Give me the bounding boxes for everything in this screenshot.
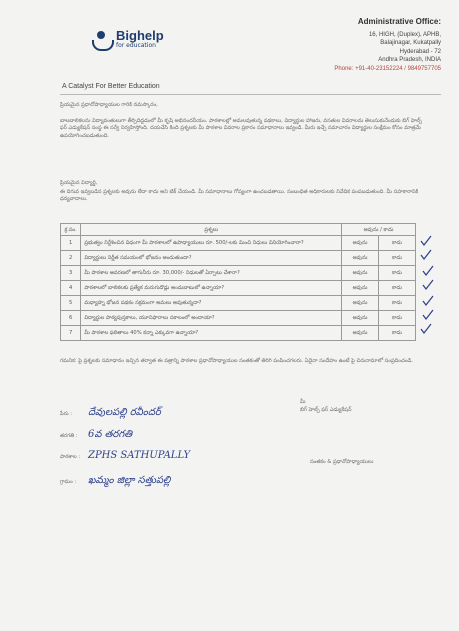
headmaster-signature-block [310, 458, 373, 466]
intro-paragraph: బాలబాలికలను విద్యావంతులుగా తీర్చిదిద్దడంలో మీ కృషి అభినందనీయం. పాఠశాలల్లో అమలవుతున్న పథకాలు, విద్యార్థుల హాజరు, వసతుల వివరాలను తెలుసుకునేందుకు బిగ్ హెల్ప్ ఫర్ ఎడ్యుకేషన్ సంస్థ ఈ సర్వే నిర్వహిస్తోంది. దయచేసి కింది ప్రశ్నలకు మీ పాఠశాల వివరాల ప్రకారం సమాధానాలు ఇవ్వండి. మీరు ఇచ్చే సమాచారం విద్యార్థుల సంక్షేమం కోసం మాత్రమే ఉపయోగించబడుతుంది. [60, 118, 422, 139]
right-label: మీ [300, 399, 306, 405]
row-number: 2 [61, 251, 81, 266]
table-row [61, 311, 416, 326]
handwritten-check-icon [422, 306, 434, 318]
header-divider [60, 94, 441, 95]
reader-logo-icon [90, 30, 112, 52]
survey-table [60, 223, 416, 341]
handwritten-check-icon [420, 320, 432, 332]
school-label: పాఠశాల : [60, 454, 81, 460]
no-option[interactable]: కాదు [379, 281, 416, 296]
row-number: 1 [61, 236, 81, 251]
col-no-header: క్ర.సం. [61, 224, 81, 236]
handwritten-check-icon [420, 232, 432, 244]
handwritten-check-icon [420, 246, 432, 258]
no-option[interactable]: కాదు [379, 296, 416, 311]
row-question: విద్యార్థులు నిర్ణీత సమయంలో భోజనం అందుతుందా? [81, 251, 342, 266]
no-option[interactable]: కాదు [379, 266, 416, 281]
yes-option[interactable]: అవును [342, 326, 379, 341]
office-line: Hyderabad - 72 [399, 48, 441, 55]
village-label: గ్రామం : [60, 479, 77, 485]
org-name: బిగ్ హెల్ప్ ఫర్ ఎడ్యుకేషన్ [300, 407, 352, 413]
village-row [60, 474, 170, 488]
name-handwritten: దేవులపల్లి రవీందర్ [88, 407, 161, 418]
tagline: A Catalyst For Better Education [62, 83, 160, 90]
row-question: విద్యార్థుల పాఠ్యపుస్తకాలు, యూనిఫారాలు సకాలంలో అందాయా? [81, 311, 342, 326]
table-row [61, 251, 416, 266]
row-number: 5 [61, 296, 81, 311]
instructions-paragraph: ఈ దిగువ ఇవ్వబడిన ప్రశ్నలకు అవును లేదా కాదు అని టిక్ చేయండి. మీ సమాధానాలు గోప్యంగా ఉంచబడతాయి. సంబంధిత అధికారులకు నివేదిక పంపబడుతుంది. మీ సహకారానికి ధన్యవాదాలు. [60, 189, 419, 203]
class-label: తరగతి : [60, 433, 78, 439]
no-option[interactable]: కాదు [379, 311, 416, 326]
table-row [61, 236, 416, 251]
col-answer-header: అవును / కాదు [342, 224, 416, 236]
bighelp-logo [90, 30, 164, 52]
school-handwritten: ZPHS SATHUPALLY [88, 450, 191, 461]
row-question: మధ్యాహ్న భోజన పథకం సక్రమంగా అమలు అవుతున్నదా? [81, 296, 342, 311]
handwritten-check-icon [422, 292, 434, 304]
handwritten-check-icon [422, 262, 434, 274]
notes-paragraph: గమనిక: పై ప్రశ్నలకు సమాధానం ఇచ్చిన తర్వాత ఈ పత్రాన్ని పాఠశాల ప్రధానోపాధ్యాయుల సంతకంతో తిరిగి పంపించగలరు. ఏదైనా సందేహం ఉంటే పై చిరునామాలో సంప్రదించండి. [60, 358, 413, 364]
yes-option[interactable]: అవును [342, 296, 379, 311]
class-row [60, 428, 132, 442]
office-phone: Phone: +91-40-23152224 / 9849757705 [334, 65, 441, 72]
row-question: పాఠశాలలో బాలికలకు ప్రత్యేక మరుగుదొడ్లు అందుబాటులో ఉన్నాయా? [81, 281, 342, 296]
student-salutation: ప్రియమైన విద్యార్థి, [60, 180, 98, 186]
brand-sub: for education [116, 42, 156, 49]
row-question: మీ పాఠశాల ఫలితాలు 40% కన్నా ఎక్కువగా ఉన్నాయా? [81, 326, 342, 341]
table-row [61, 296, 416, 311]
no-option[interactable]: కాదు [379, 236, 416, 251]
yes-option[interactable]: అవును [342, 251, 379, 266]
row-question: ప్రభుత్వం నిర్దేశించిన విధంగా మీ పాఠశాలలో ఉపాధ్యాయులు రూ. 500/-లకు మించి నిధులు వినియోగించారా? [81, 236, 342, 251]
row-number: 6 [61, 311, 81, 326]
office-line: 16, HIGH, (Duplex), APHB, [368, 31, 441, 38]
name-row [60, 406, 161, 420]
yes-option[interactable]: అవును [342, 311, 379, 326]
school-row [60, 450, 190, 461]
salutation: ప్రియమైన ప్రధానోపాధ్యాయుల గారికి నమస్కారం, [60, 102, 158, 108]
sign-label: సంతకం & ప్రధానోపాధ్యాయులు [310, 459, 374, 465]
class-handwritten: 6వ తరగతి [88, 429, 133, 440]
table-row [61, 326, 416, 341]
row-number: 4 [61, 281, 81, 296]
yes-option[interactable]: అవును [342, 236, 379, 251]
office-address [334, 18, 441, 73]
table-row [61, 266, 416, 281]
brand-name: Bighelp [116, 28, 164, 43]
row-number: 3 [61, 266, 81, 281]
name-label: పేరు : [60, 411, 72, 417]
org-signature-block [300, 398, 351, 414]
col-question-header: ప్రశ్నలు [81, 224, 342, 236]
office-line: Balajinagar, Kukatpally [380, 40, 441, 46]
village-handwritten: ఖమ్మం జిల్లా సత్తుపల్లి [88, 475, 171, 486]
table-header-row [61, 224, 416, 236]
no-option[interactable]: కాదు [379, 251, 416, 266]
no-option[interactable]: కాదు [379, 326, 416, 341]
handwritten-check-icon [422, 276, 434, 288]
office-line: Andhra Pradesh, INDIA [378, 57, 441, 63]
table-row [61, 281, 416, 296]
row-question: మీ పాఠశాల ఆవరణలో తాగునీరు రూ. 30,000/- నిధులతో ఏర్పాటు చేశారా? [81, 266, 342, 281]
yes-option[interactable]: అవును [342, 266, 379, 281]
office-heading: Administrative Office: [357, 17, 441, 26]
yes-option[interactable]: అవును [342, 281, 379, 296]
row-number: 7 [61, 326, 81, 341]
